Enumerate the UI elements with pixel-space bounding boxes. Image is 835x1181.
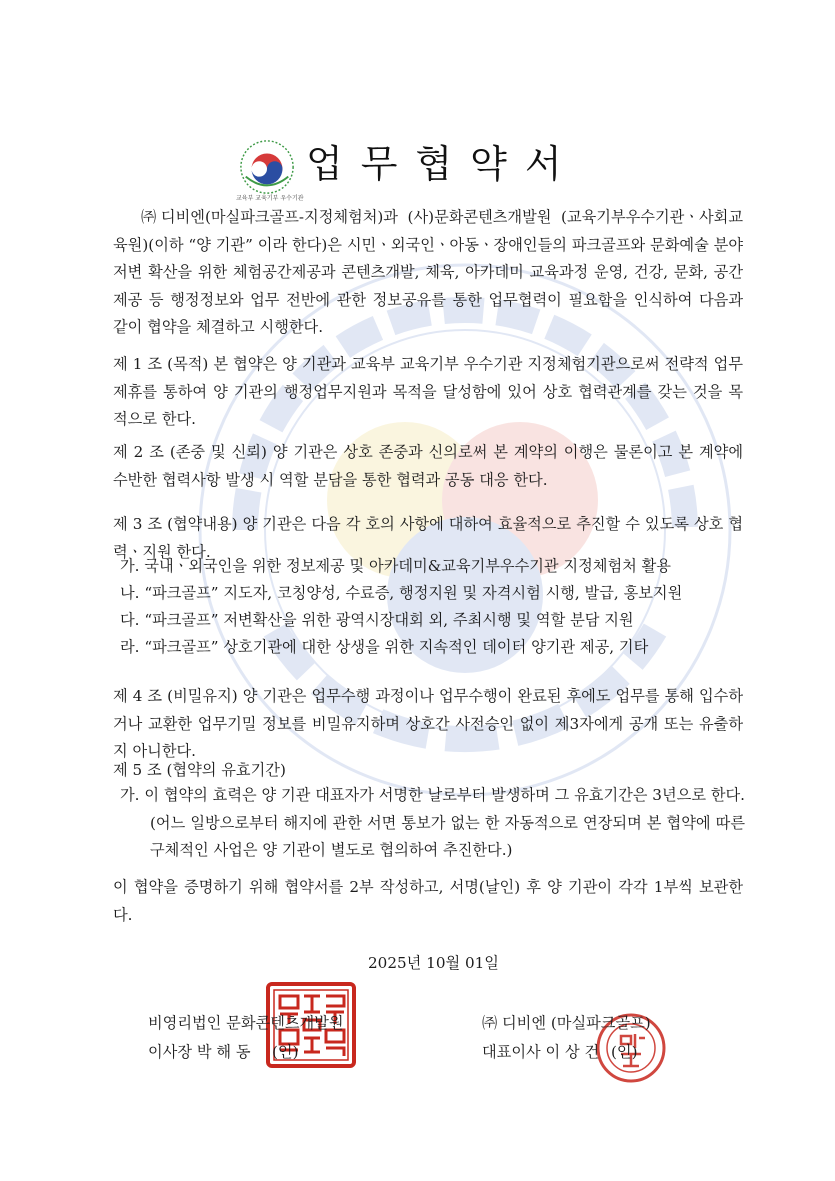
page-title: 업무협약서 xyxy=(306,142,580,186)
closing-statement: 이 협약을 증명하기 위해 협약서를 2부 작성하고, 서명(날인) 후 양 기관이 각각 1부씩 보관한다. xyxy=(113,878,743,924)
article-1: 제 1 조 (목적) 본 협약은 양 기관과 교육부 교육기부 우수기관 지정체험기관으로써 전략적 업무제휴를 통하여 양 기관의 행정업무지원과 목적을 달성함에 있어 상호 협력관계를 갖는 것을 목적으로 한다. xyxy=(113,355,743,428)
right-representative: 대표이사 이 상 건 xyxy=(482,1043,600,1061)
left-organization: 비영리법인 문화콘텐츠개발원 xyxy=(148,1014,344,1032)
preamble: ㈜디비엔(마실파크골프-지정체험처)과 (사)문화콘텐츠개발원 (교육기부우수기관ㆍ사회교육원)(이하 “양 기관” 이라 한다)은 시민ㆍ외국인ㆍ아동ㆍ장애인들의 파크골프와 문화예술 분야 저변 확산을 위한 체험공간제공과 콘텐츠개발, 체육, 아카데미 교육과정 운영, 건강, 문화, 공간제공 등 행정정보와 업무 전반에 관한 정보공유를 통한 업무협력이 필요함을 인식하여 다음과 같이 협약을 체결하고 시행한다. xyxy=(113,208,743,336)
article-5-item: 가. 이 협약의 효력은 양 기관 대표자가 서명한 날로부터 발생하며 그 유효기간은 3년으로 한다. (어느 일방으로부터 해지에 관한 서면 통보가 없는 한 자동적으로 연장되며 본 협약에 따른 구체적인 사업은 양 기관이 별도로 협의하여 추진한다.) xyxy=(120,786,745,859)
list-item: 다. “파크골프” 저변확산을 위한 광역시장대회 외, 주최시행 및 역할 분담 지원 xyxy=(120,611,634,629)
article-2: 제 2 조 (존중 및 신뢰) 양 기관은 상호 존중과 신의로써 본 계약의 이행은 물론이고 본 계약에 수반한 협력사항 발생 시 역할 분담을 통한 협력과 공동 대응 한다. xyxy=(113,443,743,489)
list-item: 가. 국내ㆍ외국인을 위한 정보제공 및 아카데미&교육기부우수기관 지정체험처 활용 xyxy=(120,557,671,575)
article-3: 제 3 조 (협약내용) 양 기관은 다음 각 호의 사항에 대하여 효율적으로 추진할 수 있도록 상호 협력ㆍ지원 한다. xyxy=(113,515,743,561)
list-item: 나. “파크골프” 지도자, 코칭양성, 수료증, 행정지원 및 자격시험 시행, 발급, 홍보지원 xyxy=(120,584,683,602)
left-seal-mark: (인) xyxy=(272,1043,299,1061)
article-5-heading: 제 5 조 (협약의 유효기간) xyxy=(113,761,286,779)
article-3-list xyxy=(120,553,750,661)
list-item: 라. “파크골프” 상호기관에 대한 상생을 위한 지속적인 데이터 양기관 제공, 기타 xyxy=(120,638,649,656)
left-representative: 이사장 박 해 동 xyxy=(148,1043,251,1061)
education-donation-emblem-icon xyxy=(238,138,296,196)
article-4: 제 4 조 (비밀유지) 양 기관은 업무수행 과정이나 업무수행이 완료된 후에도 업무를 통해 입수하거나 교환한 업무기밀 정보를 비밀유지하며 상호간 사전승인 없이 제3자에게 공개 또는 유출하지 아니한다. xyxy=(113,687,743,760)
agreement-date: 2025년 10월 01일 xyxy=(368,954,499,972)
logo-caption: 교육부 교육기부 우수기관 xyxy=(236,195,304,202)
right-organization: ㈜ 디비엔 (마실파크골프) xyxy=(482,1014,651,1032)
right-seal-mark: (인) xyxy=(611,1043,638,1061)
